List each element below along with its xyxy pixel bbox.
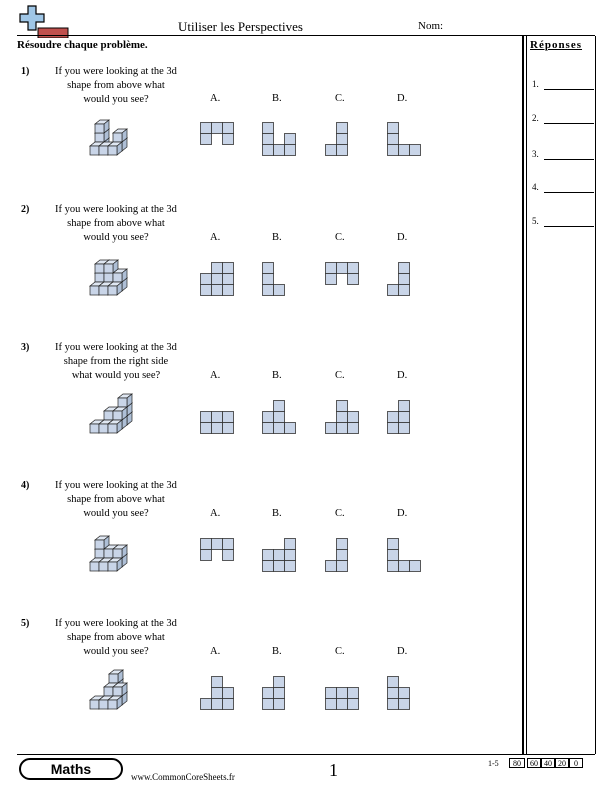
question-line: would you see? xyxy=(83,646,149,657)
answer-blank[interactable] xyxy=(544,123,594,124)
option-label: C. xyxy=(335,370,345,381)
header-rule xyxy=(17,35,595,36)
answer-row-1[interactable] xyxy=(532,79,594,89)
option-view-3-D xyxy=(387,400,432,440)
answer-number: 4. xyxy=(532,182,539,192)
option-label: D. xyxy=(397,508,408,519)
score-range-label: 1-5 xyxy=(488,759,499,768)
option-label: B. xyxy=(272,646,282,657)
option-label: D. xyxy=(397,370,408,381)
answer-number: 5. xyxy=(532,216,539,226)
option-view-5-D xyxy=(387,676,432,716)
answer-row-5[interactable] xyxy=(532,216,594,226)
option-label: B. xyxy=(272,93,282,104)
math-plus-logo-icon xyxy=(18,4,70,38)
option-view-1-D xyxy=(387,122,432,162)
option-label: D. xyxy=(397,646,408,657)
score-box: 40 xyxy=(541,758,555,768)
question-line: shape from the right side xyxy=(63,356,169,367)
question-line: would you see? xyxy=(83,94,149,105)
page-number: 1 xyxy=(329,760,338,780)
option-view-1-C xyxy=(325,122,370,162)
cube-figure-1 xyxy=(84,106,144,166)
option-view-3-C xyxy=(325,400,370,440)
answer-row-2[interactable] xyxy=(532,113,594,123)
answer-row-3[interactable] xyxy=(532,149,594,159)
answer-blank[interactable] xyxy=(544,89,594,90)
question-number: 4) xyxy=(21,480,30,491)
score-box: 80 xyxy=(509,758,525,768)
option-label: D. xyxy=(397,232,408,243)
question-line: shape from above what xyxy=(67,494,165,505)
question-line: If you were looking at the 3d xyxy=(55,618,177,629)
answer-number: 1. xyxy=(532,79,539,89)
answer-number: 2. xyxy=(532,113,539,123)
option-label: C. xyxy=(335,93,345,104)
score-box: 60 xyxy=(527,758,541,768)
question-text xyxy=(38,341,194,383)
question-text xyxy=(38,203,194,245)
option-view-4-C xyxy=(325,538,370,578)
option-label: B. xyxy=(272,232,282,243)
option-label: A. xyxy=(210,646,221,657)
option-view-5-A xyxy=(200,676,245,716)
option-view-1-B xyxy=(262,122,307,162)
option-label: A. xyxy=(210,508,221,519)
option-label: A. xyxy=(210,93,221,104)
option-view-4-D xyxy=(387,538,432,578)
answer-divider-1 xyxy=(522,36,524,754)
option-view-4-A xyxy=(200,538,245,578)
option-label: C. xyxy=(335,508,345,519)
option-label: B. xyxy=(272,370,282,381)
cube-figure-2 xyxy=(84,246,144,306)
option-view-5-C xyxy=(325,676,370,716)
answer-number: 3. xyxy=(532,149,539,159)
option-view-3-A xyxy=(200,400,245,440)
instructions: Résoudre chaque problème. xyxy=(17,39,148,51)
question-line: what would you see? xyxy=(71,370,161,381)
question-line: If you were looking at the 3d xyxy=(55,204,177,215)
question-line: shape from above what xyxy=(67,80,165,91)
cube-figure-4 xyxy=(84,522,144,582)
question-line: would you see? xyxy=(83,232,149,243)
question-text xyxy=(38,65,194,107)
option-label: B. xyxy=(272,508,282,519)
option-view-3-B xyxy=(262,400,307,440)
right-border xyxy=(595,36,596,754)
question-line: If you were looking at the 3d xyxy=(55,342,177,353)
option-view-2-C xyxy=(325,262,370,302)
question-number: 5) xyxy=(21,618,30,629)
question-line: shape from above what xyxy=(67,632,165,643)
answers-heading: Réponses xyxy=(530,39,583,51)
cube-figure-3 xyxy=(84,384,144,444)
option-view-2-A xyxy=(200,262,245,302)
score-box: 20 xyxy=(555,758,569,768)
question-number: 1) xyxy=(21,66,30,77)
option-view-1-A xyxy=(200,122,245,162)
question-text xyxy=(38,479,194,521)
answer-blank[interactable] xyxy=(544,159,594,160)
question-number: 2) xyxy=(21,204,30,215)
option-label: A. xyxy=(210,232,221,243)
option-label: A. xyxy=(210,370,221,381)
option-view-2-D xyxy=(387,262,432,302)
question-number: 3) xyxy=(21,342,30,353)
option-view-4-B xyxy=(262,538,307,578)
score-box: 0 xyxy=(569,758,583,768)
name-label: Nom: xyxy=(418,20,444,32)
answer-row-4[interactable] xyxy=(532,182,594,192)
answer-blank[interactable] xyxy=(544,192,594,193)
option-view-5-B xyxy=(262,676,307,716)
footer-rule xyxy=(17,754,595,755)
answer-divider-2 xyxy=(526,36,527,754)
option-label: C. xyxy=(335,646,345,657)
question-line: would you see? xyxy=(83,508,149,519)
cube-figure-5 xyxy=(84,660,144,720)
website-link[interactable]: www.CommonCoreSheets.fr xyxy=(131,772,235,782)
answer-blank[interactable] xyxy=(544,226,594,227)
question-line: If you were looking at the 3d xyxy=(55,480,177,491)
option-view-2-B xyxy=(262,262,307,302)
question-line: shape from above what xyxy=(67,218,165,229)
option-label: C. xyxy=(335,232,345,243)
page-title: Utiliser les Perspectives xyxy=(178,19,303,34)
question-text xyxy=(38,617,194,659)
option-label: D. xyxy=(397,93,408,104)
subject-badge: Maths xyxy=(19,758,123,780)
question-line: If you were looking at the 3d xyxy=(55,66,177,77)
